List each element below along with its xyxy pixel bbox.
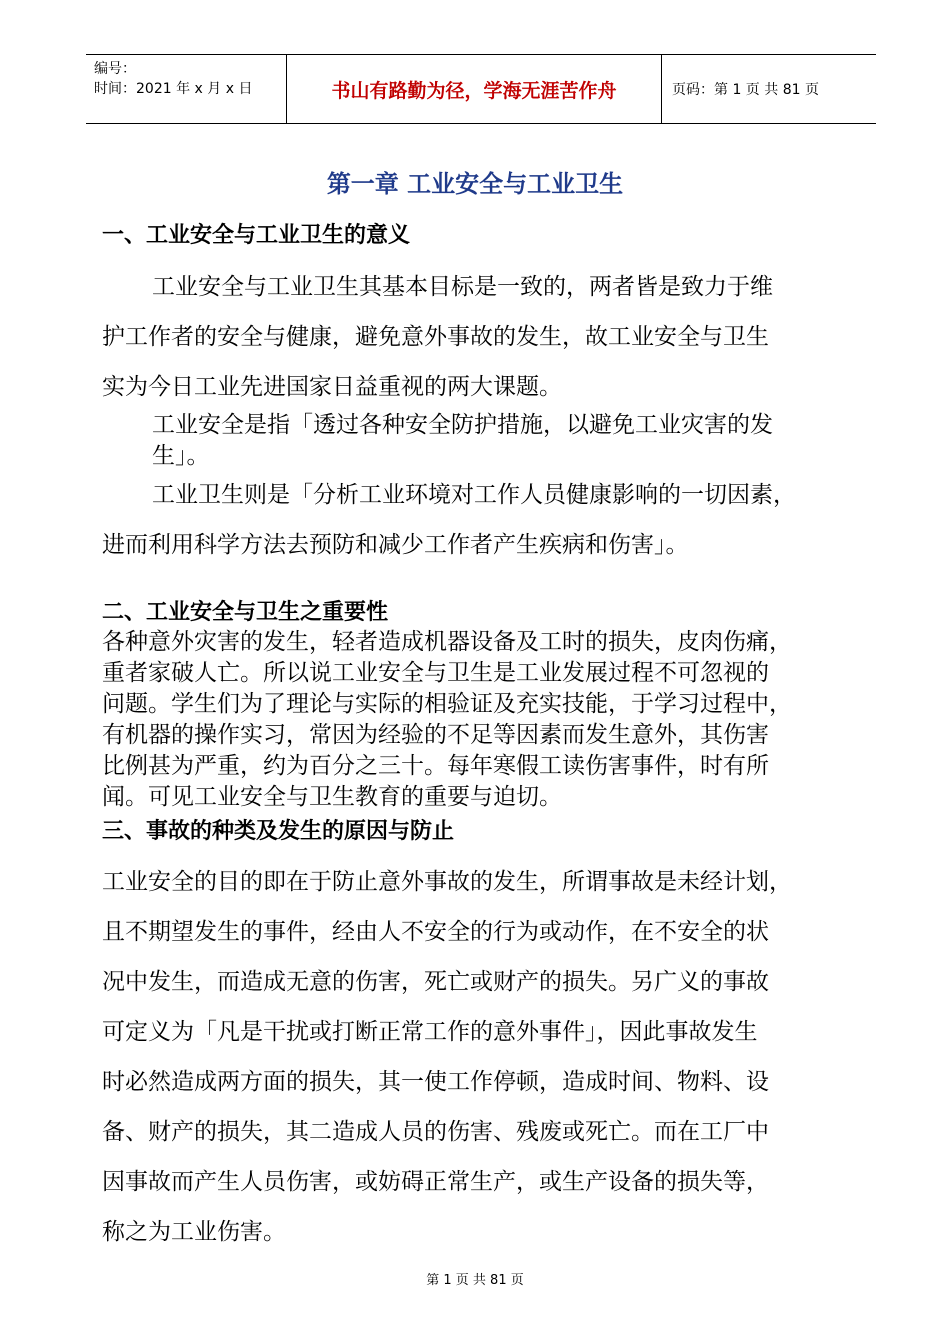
paragraph-line: 护工作者的安全与健康，避免意外事故的发生，故工业安全与卫生 xyxy=(102,324,769,350)
paragraph-line: 况中发生，而造成无意的伤害，死亡或财产的损失。另广义的事故 xyxy=(102,969,769,995)
paragraph-line: 且不期望发生的事件，经由人不安全的行为或动作，在不安全的状 xyxy=(102,919,769,945)
paragraph-line: 重者家破人亡。所以说工业安全与卫生是工业发展过程不可忽视的 xyxy=(102,660,769,686)
header-time: 时间：2021 年 x 月 x 日 xyxy=(94,81,253,97)
chapter-title: 第一章 工业安全与工业卫生 xyxy=(326,170,624,198)
header-page-number: 页码：第 1 页 共 81 页 xyxy=(672,82,819,98)
paragraph-line: 比例甚为严重，约为百分之三十。每年寒假工读伤害事件，时有所 xyxy=(102,753,769,779)
header-meta xyxy=(86,55,286,123)
page-footer: 第 1 页 共 81 页 xyxy=(426,1273,524,1288)
paragraph-line: 问题。学生们为了理论与实际的相验证及充实技能，于学习过程中， xyxy=(102,691,792,717)
paragraph-line: 实为今日工业先进国家日益重视的两大课题。 xyxy=(102,374,562,400)
section1-heading: 一、工业安全与工业卫生的意义 xyxy=(102,223,411,248)
paragraph-line: 闻。可见工业安全与卫生教育的重要与迫切。 xyxy=(102,784,562,810)
paragraph-line: 工业安全是指「透过各种安全防护措施，以避免工业灾害的发 xyxy=(152,412,773,438)
paragraph-line: 各种意外灾害的发生，轻者造成机器设备及工时的损失，皮肉伤痛， xyxy=(102,629,792,655)
page-header xyxy=(86,54,876,124)
paragraph-line: 可定义为「凡是干扰或打断正常工作的意外事件」，因此事故发生 xyxy=(102,1019,758,1045)
section3-heading: 三、事故的种类及发生的原因与防止 xyxy=(102,819,455,844)
header-motto: 书山有路勤为径，学海无涯苦作舟 xyxy=(286,55,662,123)
header-number: 编号： xyxy=(94,61,136,77)
paragraph-line: 生」。 xyxy=(152,443,210,469)
paragraph-line: 备、财产的损失，其二造成人员的伤害、残废或死亡。而在工厂中 xyxy=(102,1119,769,1145)
paragraph-line: 时必然造成两方面的损失，其一使工作停顿，造成时间、物料、设 xyxy=(102,1069,769,1095)
paragraph-line: 工业卫生则是「分析工业环境对工作人员健康影响的一切因素， xyxy=(152,482,796,508)
section2-heading: 二、工业安全与卫生之重要性 xyxy=(102,600,389,625)
paragraph-line: 有机器的操作实习，常因为经验的不足等因素而发生意外，其伤害 xyxy=(102,722,769,748)
paragraph-line: 工业安全与工业卫生其基本目标是一致的，两者皆是致力于维 xyxy=(152,274,773,300)
paragraph-line: 工业安全的目的即在于防止意外事故的发生，所谓事故是未经计划， xyxy=(102,869,792,895)
paragraph-line: 进而利用科学方法去预防和减少工作者产生疾病和伤害」。 xyxy=(102,532,689,558)
paragraph-line: 称之为工业伤害。 xyxy=(102,1219,286,1245)
paragraph-line: 因事故而产生人员伤害，或妨碍正常生产，或生产设备的损失等， xyxy=(102,1169,769,1195)
